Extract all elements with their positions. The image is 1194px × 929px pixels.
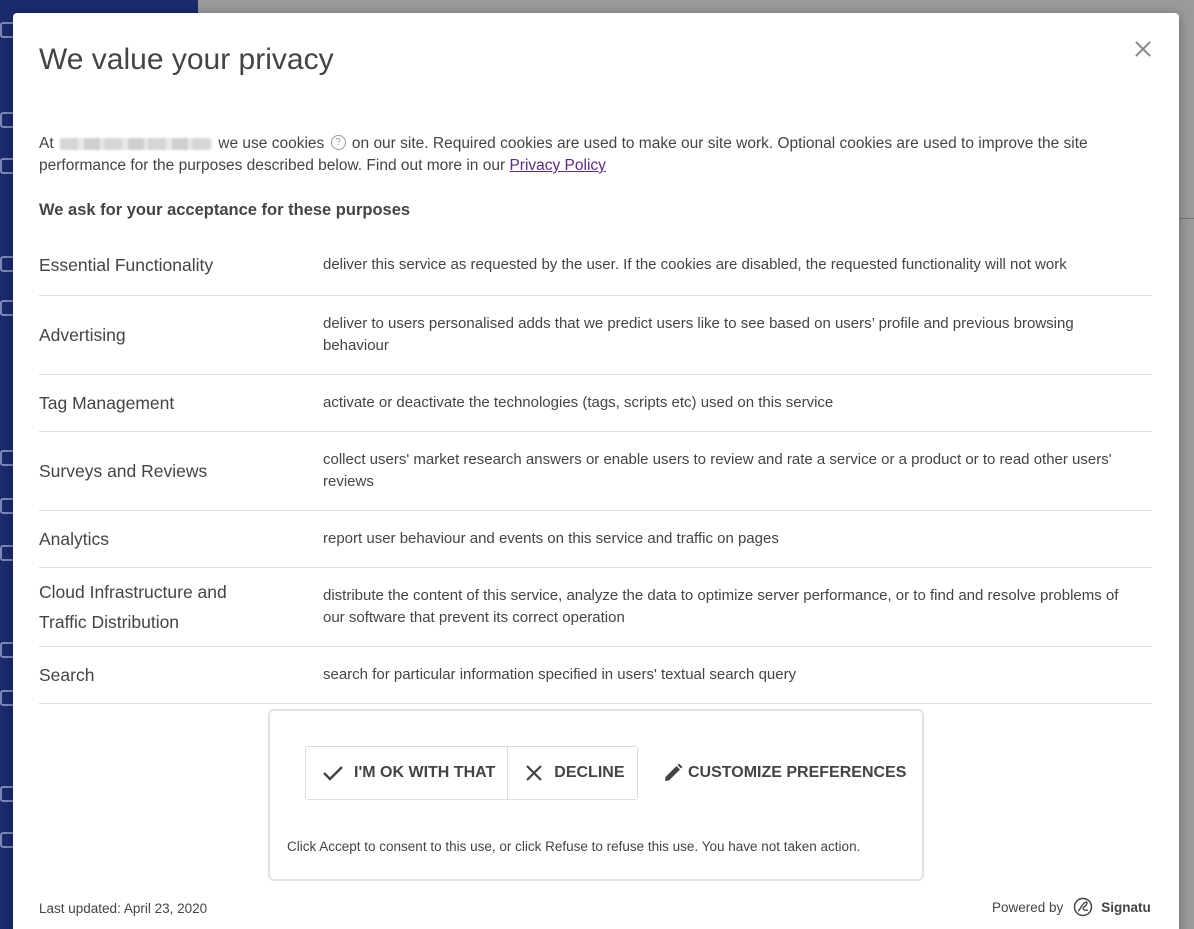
purpose-name: Tag Management (39, 393, 175, 413)
purpose-description: report user behaviour and events on this service and traffic on pages (323, 530, 779, 547)
purpose-row (39, 296, 1152, 375)
question-circle-icon[interactable]: ? (331, 135, 346, 150)
privacy-modal (13, 13, 1179, 929)
customize-preferences-button[interactable] (662, 746, 906, 800)
purpose-name: Advertising (39, 325, 126, 345)
purpose-row (39, 375, 1152, 432)
purpose-row (39, 647, 1152, 704)
blurred-site-name (60, 138, 212, 150)
intro-text-before-icon: we use cookies (218, 135, 325, 152)
decline-button[interactable] (507, 747, 636, 799)
consent-button-group (305, 746, 638, 800)
pencil-icon (662, 762, 684, 784)
purpose-name: Analytics (39, 529, 110, 549)
brand-name: Signatu (1101, 899, 1151, 915)
purpose-row (39, 234, 1152, 296)
signatu-logo-icon (1073, 897, 1093, 917)
purpose-name: Essential Functionality (39, 254, 214, 275)
x-icon (524, 764, 544, 782)
purpose-description: collect users' market research answers or enable users to review and rate a service or a product or to read other users' reviews (323, 451, 1112, 490)
check-icon (322, 764, 344, 782)
purpose-description: deliver this service as requested by the user. If the cookies are disabled, the requested functionality will not work (323, 255, 1067, 273)
powered-by-label: Powered by (992, 899, 1064, 915)
purpose-description: distribute the content of this service, analyze the data to optimize server performance, or to find and resolve problems of our software that prevent its correct operation (323, 587, 1119, 626)
purpose-row (39, 568, 1152, 647)
powered-by[interactable] (992, 897, 1151, 917)
close-icon[interactable] (1131, 37, 1155, 61)
purpose-row (39, 432, 1152, 511)
consent-box (268, 709, 924, 881)
purpose-name: Cloud Infrastructure and Traffic Distribution (39, 582, 227, 632)
purposes-heading: We ask for your acceptance for these purposes (39, 201, 411, 219)
intro-text-after-icon: on our site. Required cookies are used to make our site work. Optional cookies are used to improve the site performance for the purposes described below. Find out more in our (39, 135, 1088, 174)
purpose-table (39, 234, 1152, 704)
purpose-description: deliver to users personalised adds that we predict users like to see based on users’ profile and previous browsing behaviour (323, 315, 1074, 354)
purpose-name: Surveys and Reviews (39, 461, 208, 481)
purpose-description: search for particular information specified in users' textual search query (323, 666, 797, 683)
accept-button-label: I'M OK WITH THAT (354, 764, 496, 781)
purpose-row (39, 511, 1152, 568)
purpose-description: activate or deactivate the technologies (tags, scripts etc) used on this service (323, 394, 834, 411)
consent-note: Click Accept to consent to this use, or click Refuse to refuse this use. You have not taken action. (287, 839, 861, 854)
modal-title: We value your privacy (39, 43, 334, 76)
privacy-policy-link[interactable]: Privacy Policy (509, 157, 606, 174)
accept-button[interactable] (306, 747, 507, 799)
last-updated: Last updated: April 23, 2020 (39, 901, 208, 916)
intro-prefix: At (39, 135, 54, 152)
intro-text (39, 133, 1139, 177)
decline-button-label: DECLINE (554, 764, 625, 781)
customize-button-label: CUSTOMIZE PREFERENCES (688, 764, 907, 781)
purpose-name: Search (39, 665, 95, 685)
